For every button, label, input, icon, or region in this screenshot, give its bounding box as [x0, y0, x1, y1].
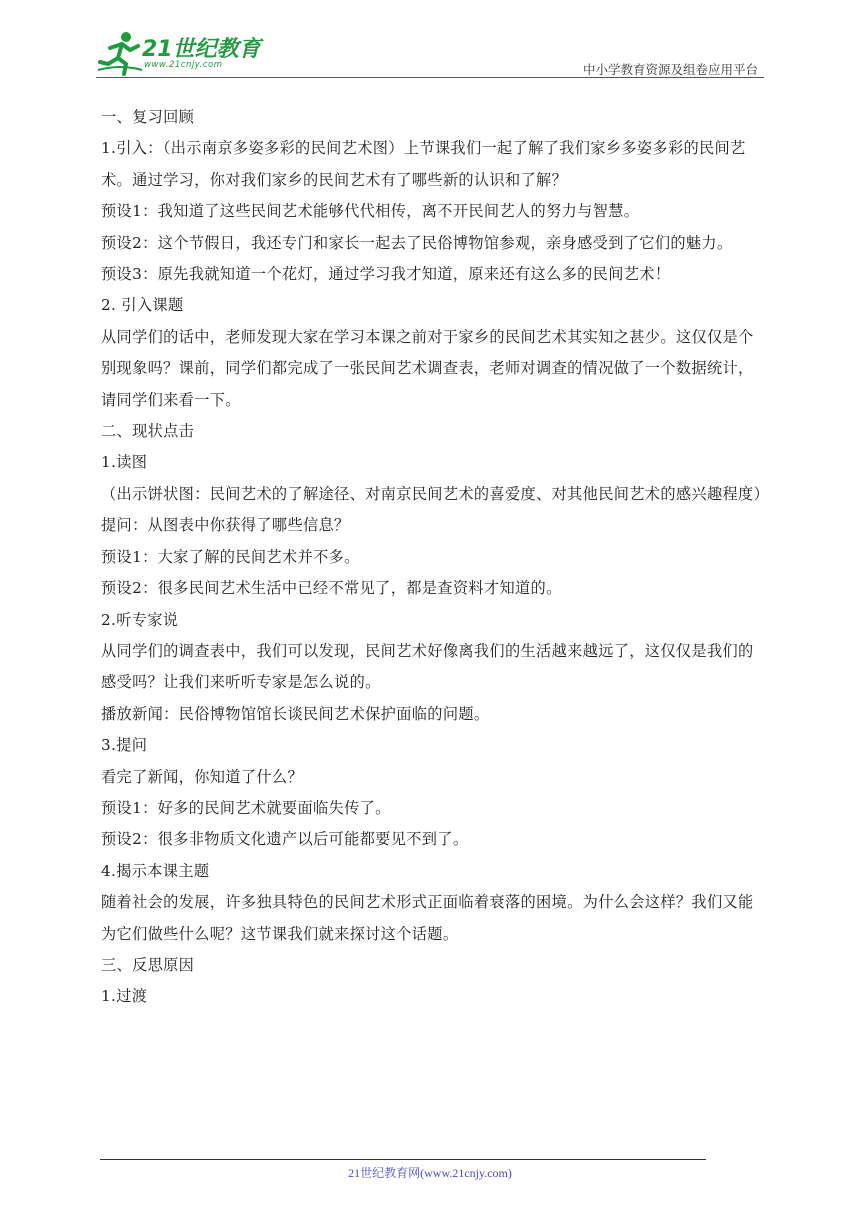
paragraph: 预设1：我知道了这些民间艺术能够代代相传，离不开民间艺人的努力与智慧。	[101, 202, 640, 221]
section-heading: 二、现状点击	[101, 422, 195, 441]
page-header	[96, 30, 764, 78]
paragraph: 预设2：很多民间艺术生活中已经不常见了，都是查资料才知道的。	[101, 579, 562, 598]
paragraph: 从同学们的调查表中，我们可以发现，民间艺术好像离我们的生活越来越远了，这仅仅是我们的感受吗？让我们来听听专家是怎么说的。	[101, 641, 754, 692]
subheading: 1.读图	[101, 453, 148, 472]
header-divider	[96, 77, 764, 78]
subheading: 2. 引入课题	[101, 296, 184, 315]
paragraph: 从同学们的话中，老师发现大家在学习本课之前对于家乡的民间艺术其实知之甚少。这仅仅是个别现象吗？课前，同学们都完成了一张民间艺术调查表，老师对调查的情况做了一个数据统计，请同学们来看一下。	[101, 327, 754, 409]
logo-text: 21世纪教育	[142, 37, 261, 62]
footer-divider	[100, 1159, 706, 1160]
paragraph: 预设2：这个节假日，我还专门和家长一起去了民俗博物馆参观，亲身感受到了它们的魅力。	[101, 233, 733, 252]
section-heading: 三、反思原因	[101, 955, 195, 974]
paragraph: 看完了新闻，你知道了什么？	[101, 767, 303, 786]
document-body	[101, 102, 770, 1013]
paragraph: 播放新闻：民俗博物馆馆长谈民间艺术保护面临的问题。	[101, 704, 490, 723]
paragraph: 随着社会的发展，许多独具特色的民间艺术形式正面临着衰落的困境。为什么会这样？我们又能为它们做些什么呢？这节课我们就来探讨这个话题。	[101, 893, 754, 943]
subheading: 1.过渡	[101, 987, 148, 1006]
paragraph: 预设1：好多的民间艺术就要面临失传了。	[101, 798, 391, 817]
header-platform-title: 中小学教育资源及组卷应用平台	[582, 62, 758, 77]
paragraph: （出示饼状图：民间艺术的了解途径、对南京民间艺术的喜爱度、对其他民间艺术的感兴趣程度）	[101, 484, 770, 503]
subheading: 3.提问	[101, 736, 148, 755]
runner-logo-icon	[96, 30, 144, 76]
paragraph: 提问：从图表中你获得了哪些信息？	[101, 516, 350, 535]
footer-text[interactable]: 21世纪教育网(www.21cnjy.com)	[348, 1166, 512, 1180]
subheading: 4.揭示本课主题	[101, 861, 210, 880]
logo	[96, 30, 266, 76]
logo-url: www.21cnjy.com	[144, 60, 223, 70]
section-heading: 一、复习回顾	[101, 108, 195, 126]
subheading: 2.听专家说	[101, 610, 179, 629]
paragraph: 1.引入：（出示南京多姿多彩的民间艺术图）上节课我们一起了解了我们家乡多姿多彩的民间艺术。通过学习，你对我们家乡的民间艺术有了哪些新的认识和了解？	[101, 139, 746, 189]
paragraph: 预设3：原先我就知道一个花灯，通过学习我才知道，原来还有这么多的民间艺术！	[101, 265, 671, 284]
paragraph: 预设2：很多非物质文化遗产以后可能都要见不到了。	[101, 830, 469, 849]
paragraph: 预设1：大家了解的民间艺术并不多。	[101, 547, 360, 566]
